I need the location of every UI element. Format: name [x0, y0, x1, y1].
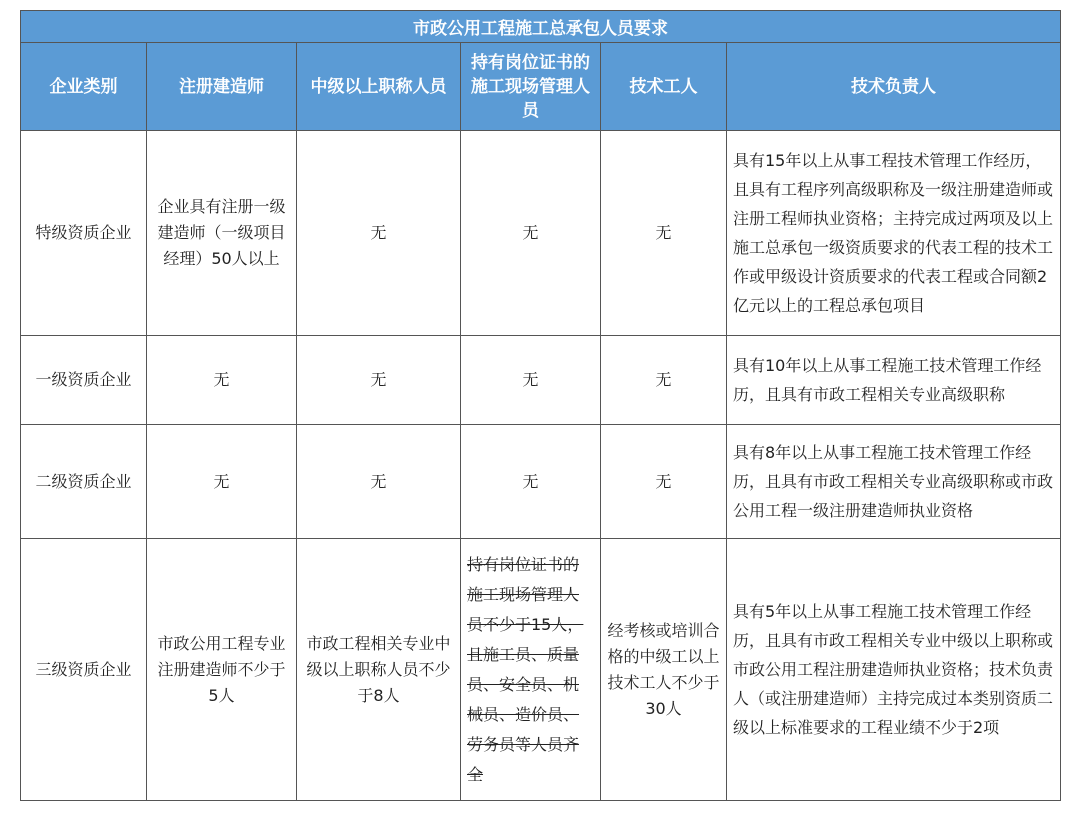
header-registered-constructor: 注册建造师	[147, 43, 297, 131]
table-row	[21, 131, 1061, 336]
cell-site-managers: 无	[461, 425, 601, 539]
table-row	[21, 336, 1061, 425]
cell-mid-title-staff: 无	[297, 336, 461, 425]
cell-category: 三级资质企业	[21, 539, 147, 801]
cell-technical-lead: 具有5年以上从事工程施工技术管理工作经历，且具有市政工程相关专业中级以上职称或市政公用工程注册建造师执业资格；技术负责人（或注册建造师）主持完成过本类别资质二级以上标准要求的工程业绩不少于2项	[727, 539, 1061, 801]
header-site-managers: 持有岗位证书的施工现场管理人员	[461, 43, 601, 131]
cell-category: 特级资质企业	[21, 131, 147, 336]
header-technical-lead: 技术负责人	[727, 43, 1061, 131]
table-header-row	[21, 43, 1061, 131]
cell-registered-constructor: 市政公用工程专业注册建造师不少于5人	[147, 539, 297, 801]
table-row	[21, 425, 1061, 539]
header-technical-workers: 技术工人	[601, 43, 727, 131]
requirements-table-container	[20, 10, 1060, 801]
cell-technical-workers: 无	[601, 425, 727, 539]
header-category: 企业类别	[21, 43, 147, 131]
table-title-row	[21, 11, 1061, 43]
cell-category: 一级资质企业	[21, 336, 147, 425]
table-row	[21, 539, 1061, 801]
cell-mid-title-staff: 无	[297, 131, 461, 336]
cell-technical-lead: 具有8年以上从事工程施工技术管理工作经历，且具有市政工程相关专业高级职称或市政公用工程一级注册建造师执业资格	[727, 425, 1061, 539]
cell-registered-constructor: 企业具有注册一级建造师（一级项目经理）50人以上	[147, 131, 297, 336]
requirements-table	[20, 10, 1061, 801]
cell-site-managers: 无	[461, 131, 601, 336]
cell-mid-title-staff: 无	[297, 425, 461, 539]
cell-registered-constructor: 无	[147, 425, 297, 539]
cell-registered-constructor: 无	[147, 336, 297, 425]
cell-technical-workers: 经考核或培训合格的中级工以上技术工人不少于30人	[601, 539, 727, 801]
header-mid-title-staff: 中级以上职称人员	[297, 43, 461, 131]
cell-site-managers: 无	[461, 336, 601, 425]
cell-mid-title-staff: 市政工程相关专业中级以上职称人员不少于8人	[297, 539, 461, 801]
table-title: 市政公用工程施工总承包人员要求	[21, 11, 1061, 43]
cell-site-managers-struck: 持有岗位证书的施工现场管理人员不少于15人，且施工员、质量员、安全员、机械员、造价员、劳务员等人员齐全	[461, 539, 601, 801]
cell-technical-workers: 无	[601, 131, 727, 336]
cell-category: 二级资质企业	[21, 425, 147, 539]
cell-technical-lead: 具有15年以上从事工程技术管理工作经历，且具有工程序列高级职称及一级注册建造师或注册工程师执业资格；主持完成过两项及以上施工总承包一级资质要求的代表工程的技术工作或甲级设计资质要求的代表工程或合同额2亿元以上的工程总承包项目	[727, 131, 1061, 336]
cell-technical-workers: 无	[601, 336, 727, 425]
cell-technical-lead: 具有10年以上从事工程施工技术管理工作经历，且具有市政工程相关专业高级职称	[727, 336, 1061, 425]
